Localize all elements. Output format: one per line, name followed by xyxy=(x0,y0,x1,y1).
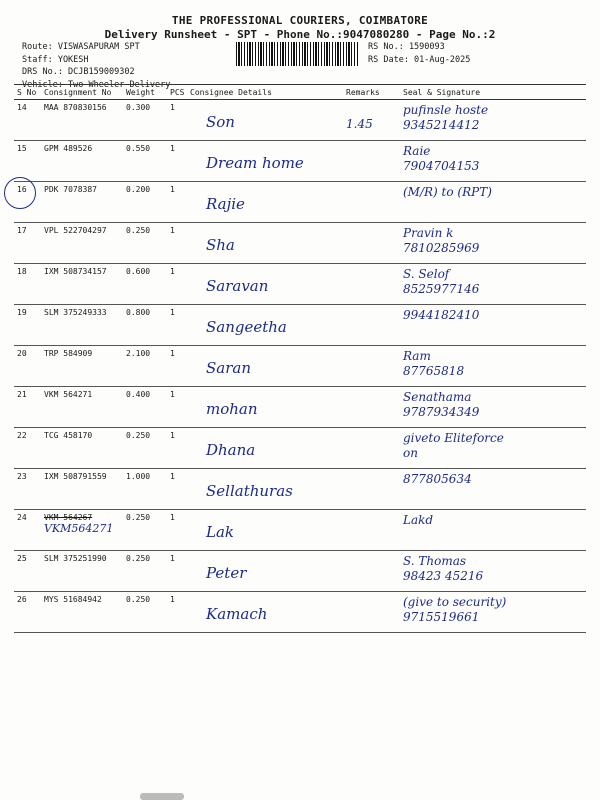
weight-value xyxy=(123,100,167,141)
signature-text: Ram xyxy=(403,349,431,363)
consignment-number-text: GPM 489526 xyxy=(44,144,93,153)
serial-number xyxy=(14,305,41,346)
signature-cell xyxy=(383,592,586,633)
table-row xyxy=(14,469,586,510)
col-pcs: PCS xyxy=(167,85,187,100)
serial-number-text: 19 xyxy=(17,308,27,317)
consignment-number-text: TCG 458170 xyxy=(44,431,93,440)
signature-text: Senathama xyxy=(403,390,472,404)
signature-text: 7904704153 xyxy=(403,159,480,173)
pcs-value xyxy=(167,510,187,551)
remarks-value-text xyxy=(346,390,380,404)
signature-text: 98423 45216 xyxy=(403,569,484,583)
weight-value xyxy=(123,510,167,551)
pcs-value xyxy=(167,592,187,633)
remarks-value-text xyxy=(346,513,380,527)
rs-date: RS Date: 01-Aug-2025 xyxy=(368,54,471,65)
serial-number xyxy=(14,264,41,305)
serial-number xyxy=(14,223,41,264)
signature-text: on xyxy=(403,446,418,460)
pcs-value xyxy=(167,100,187,141)
signature-text: 9787934349 xyxy=(403,405,480,419)
table-row xyxy=(14,141,586,182)
consignment-number xyxy=(41,264,123,305)
signature-cell xyxy=(383,469,586,510)
table-row xyxy=(14,182,586,223)
remarks-value xyxy=(343,305,383,346)
pcs-value-text: 1 xyxy=(170,185,175,194)
table-row xyxy=(14,551,586,592)
col-consignment: Consignment No xyxy=(41,85,123,100)
serial-number-text: 24 xyxy=(17,513,27,522)
pcs-value xyxy=(167,387,187,428)
weight-value xyxy=(123,592,167,633)
pcs-value-text: 1 xyxy=(170,513,175,522)
signature-text: 87765818 xyxy=(403,364,465,378)
signature-cell xyxy=(383,387,586,428)
barcode xyxy=(236,42,358,66)
serial-number xyxy=(14,551,41,592)
pcs-value xyxy=(167,469,187,510)
consignment-number xyxy=(41,510,123,551)
weight-value xyxy=(123,469,167,510)
pcs-value-text: 1 xyxy=(170,144,175,153)
consignee-name xyxy=(187,510,343,551)
signature-cell xyxy=(383,428,586,469)
col-weight: Weight xyxy=(123,85,167,100)
consignment-number-text: IXM 508791559 xyxy=(44,472,107,481)
consignee-name-text: mohan xyxy=(206,400,258,418)
remarks-value xyxy=(343,469,383,510)
pcs-value xyxy=(167,305,187,346)
pcs-value-text: 1 xyxy=(170,390,175,399)
consignment-number-text: VPL 522704297 xyxy=(44,226,107,235)
remarks-value xyxy=(343,551,383,592)
signature-text: Lakd xyxy=(403,513,434,527)
weight-value xyxy=(123,223,167,264)
serial-number-text: 23 xyxy=(17,472,27,481)
consignee-name xyxy=(187,223,343,264)
weight-value-text: 0.400 xyxy=(126,390,151,399)
consignment-number-text: MYS 51684942 xyxy=(44,595,102,604)
signature-cell xyxy=(383,551,586,592)
serial-number-text: 15 xyxy=(17,144,27,153)
serial-number xyxy=(14,428,41,469)
consignee-name xyxy=(187,264,343,305)
remarks-value xyxy=(343,346,383,387)
consignee-name-text: Lak xyxy=(206,523,234,541)
table-row xyxy=(14,510,586,551)
remarks-value xyxy=(343,428,383,469)
weight-value-text: 0.250 xyxy=(126,554,151,563)
col-signature: Seal & Signature xyxy=(383,85,586,100)
consignee-name xyxy=(187,141,343,182)
runsheet-table xyxy=(14,84,586,633)
consignee-name-text: Son xyxy=(206,113,235,131)
table-row xyxy=(14,100,586,141)
remarks-value-text xyxy=(346,595,380,609)
consignee-name-text: Sellathuras xyxy=(206,482,293,500)
pcs-value-text: 1 xyxy=(170,554,175,563)
handwritten-circle-mark xyxy=(4,177,36,209)
weight-value-text: 0.300 xyxy=(126,103,151,112)
consignee-name xyxy=(187,387,343,428)
signature-text: 9715519661 xyxy=(403,610,480,624)
serial-number-text: 18 xyxy=(17,267,27,276)
weight-value xyxy=(123,551,167,592)
signature-text: (M/R) to (RPT) xyxy=(403,185,492,199)
rs-number: RS No.: 1590093 xyxy=(368,42,445,52)
meta-right xyxy=(368,41,470,66)
serial-number xyxy=(14,141,41,182)
signature-text: Raie xyxy=(403,144,431,158)
consignee-name-text: Dhana xyxy=(206,441,256,459)
pcs-value xyxy=(167,346,187,387)
signature-cell xyxy=(383,182,586,223)
weight-value-text: 0.250 xyxy=(126,513,151,522)
consignee-name-text: Saravan xyxy=(206,277,269,295)
pcs-value-text: 1 xyxy=(170,103,175,112)
consignee-name xyxy=(187,469,343,510)
weight-value xyxy=(123,387,167,428)
table-body xyxy=(14,100,586,633)
weight-value-text: 0.250 xyxy=(126,226,151,235)
table-row xyxy=(14,592,586,633)
consignment-number-text: VKM 564267 xyxy=(44,513,93,522)
weight-value-text: 1.000 xyxy=(126,472,151,481)
signature-text: S. Selof xyxy=(403,267,450,281)
weight-value xyxy=(123,346,167,387)
drs-number: DRS No.: DCJB159009302 xyxy=(22,67,135,77)
consignee-name xyxy=(187,551,343,592)
handwritten-consignment-correction: VKM564271 xyxy=(44,522,114,535)
serial-number-text: 17 xyxy=(17,226,27,235)
weight-value-text: 0.600 xyxy=(126,267,151,276)
serial-number xyxy=(14,100,41,141)
table-header xyxy=(14,85,586,100)
serial-number xyxy=(14,346,41,387)
consignee-name xyxy=(187,592,343,633)
signature-cell xyxy=(383,305,586,346)
serial-number-text: 20 xyxy=(17,349,27,358)
pcs-value-text: 1 xyxy=(170,595,175,604)
weight-value xyxy=(123,182,167,223)
consignment-number-text: SLM 375251990 xyxy=(44,554,107,563)
pcs-value-text: 1 xyxy=(170,472,175,481)
signature-text: 7810285969 xyxy=(403,241,480,255)
consignee-name-text: Rajie xyxy=(206,195,245,213)
scan-smudge xyxy=(140,793,184,800)
remarks-value xyxy=(343,223,383,264)
remarks-value xyxy=(343,264,383,305)
runsheet-subtitle: Delivery Runsheet - SPT - Phone No.:9047080280 - Page No.:2 xyxy=(104,28,496,41)
remarks-value-text xyxy=(346,554,380,568)
table-row xyxy=(14,346,586,387)
consignment-number xyxy=(41,551,123,592)
serial-number-text: 16 xyxy=(17,185,27,194)
consignee-name-text: Dream home xyxy=(206,154,304,172)
signature-text: Pravin k xyxy=(403,226,454,240)
consignee-name-text: Kamach xyxy=(206,605,268,623)
weight-value xyxy=(123,428,167,469)
remarks-value-text: 1.45 xyxy=(346,117,373,131)
consignment-number xyxy=(41,346,123,387)
remarks-value-text xyxy=(346,349,380,363)
col-remarks: Remarks xyxy=(343,85,383,100)
consignment-number-text: IXM 508734157 xyxy=(44,267,107,276)
consignment-number xyxy=(41,387,123,428)
consignment-number-text: TRP 584909 xyxy=(44,349,93,358)
consignee-name-text: Saran xyxy=(206,359,251,377)
signature-text: S. Thomas xyxy=(403,554,467,568)
remarks-value xyxy=(343,387,383,428)
col-consignee: Consignee Details xyxy=(187,85,343,100)
col-sno: S No xyxy=(14,85,41,100)
consignment-number xyxy=(41,305,123,346)
pcs-value xyxy=(167,551,187,592)
consignment-number-text: PDK 7078387 xyxy=(44,185,97,194)
weight-value-text: 2.100 xyxy=(126,349,151,358)
signature-cell xyxy=(383,223,586,264)
signature-text: 877805634 xyxy=(403,472,472,486)
weight-value xyxy=(123,305,167,346)
signature-text: pufinsle hoste xyxy=(403,103,489,117)
serial-number-text: 22 xyxy=(17,431,27,440)
remarks-value xyxy=(343,592,383,633)
remarks-value-text xyxy=(346,308,380,322)
signature-text: (give to security) xyxy=(403,595,507,609)
pcs-value-text: 1 xyxy=(170,226,175,235)
pcs-value-text: 1 xyxy=(170,431,175,440)
signature-text: giveto Eliteforce xyxy=(403,431,504,445)
serial-number xyxy=(14,469,41,510)
remarks-value xyxy=(343,182,383,223)
pcs-value-text: 1 xyxy=(170,267,175,276)
consignment-number xyxy=(41,469,123,510)
consignee-name xyxy=(187,305,343,346)
consignment-number-text: MAA 870830156 xyxy=(44,103,107,112)
signature-text: 8525977146 xyxy=(403,282,480,296)
staff-label: Staff: YOKESH xyxy=(22,54,89,65)
signature-cell xyxy=(383,510,586,551)
signature-cell xyxy=(383,264,586,305)
remarks-value-text xyxy=(346,472,380,486)
signature-text: 9345214412 xyxy=(403,118,480,132)
consignment-number xyxy=(41,141,123,182)
pcs-value xyxy=(167,182,187,223)
consignment-number-text: VKM 564271 xyxy=(44,390,93,399)
weight-value-text: 0.550 xyxy=(126,144,151,153)
table-row xyxy=(14,264,586,305)
consignee-name xyxy=(187,346,343,387)
pcs-value-text: 1 xyxy=(170,308,175,317)
pcs-value xyxy=(167,428,187,469)
remarks-value-text xyxy=(346,431,380,445)
table-row xyxy=(14,223,586,264)
vehicle-label: Vehicle: Two Wheeler Delivery xyxy=(22,79,171,90)
serial-number xyxy=(14,510,41,551)
pcs-value xyxy=(167,264,187,305)
remarks-value xyxy=(343,141,383,182)
consignment-number xyxy=(41,592,123,633)
consignee-name xyxy=(187,428,343,469)
serial-number xyxy=(14,592,41,633)
signature-cell xyxy=(383,346,586,387)
consignment-number xyxy=(41,100,123,141)
weight-value-text: 0.250 xyxy=(126,595,151,604)
consignee-name-text: Peter xyxy=(206,564,247,582)
pcs-value xyxy=(167,141,187,182)
route-label: Route: VISWASAPURAM SPT xyxy=(22,42,140,52)
remarks-value-text xyxy=(346,185,380,199)
consignee-name xyxy=(187,182,343,223)
consignment-number-text: SLM 375249333 xyxy=(44,308,107,317)
signature-cell xyxy=(383,141,586,182)
serial-number-text: 14 xyxy=(17,103,27,112)
consignee-name xyxy=(187,100,343,141)
weight-value-text: 0.200 xyxy=(126,185,151,194)
consignee-name-text: Sha xyxy=(206,236,235,254)
remarks-value-text xyxy=(346,144,380,158)
table-row xyxy=(14,305,586,346)
weight-value xyxy=(123,264,167,305)
remarks-value-text xyxy=(346,226,380,240)
signature-text: 9944182410 xyxy=(403,308,480,322)
weight-value-text: 0.250 xyxy=(126,431,151,440)
remarks-value xyxy=(343,100,383,141)
company-title: THE PROFESSIONAL COURIERS, COIMBATORE xyxy=(171,14,429,27)
weight-value xyxy=(123,141,167,182)
signature-cell xyxy=(383,100,586,141)
serial-number-text: 25 xyxy=(17,554,27,563)
table-row xyxy=(14,428,586,469)
remarks-value-text xyxy=(346,267,380,281)
remarks-value xyxy=(343,510,383,551)
table-row xyxy=(14,387,586,428)
consignment-number xyxy=(41,182,123,223)
weight-value-text: 0.800 xyxy=(126,308,151,317)
pcs-value xyxy=(167,223,187,264)
serial-number xyxy=(14,387,41,428)
serial-number-text: 26 xyxy=(17,595,27,604)
consignment-number xyxy=(41,223,123,264)
pcs-value-text: 1 xyxy=(170,349,175,358)
consignee-name-text: Sangeetha xyxy=(206,318,287,336)
consignment-number xyxy=(41,428,123,469)
serial-number-text: 21 xyxy=(17,390,27,399)
